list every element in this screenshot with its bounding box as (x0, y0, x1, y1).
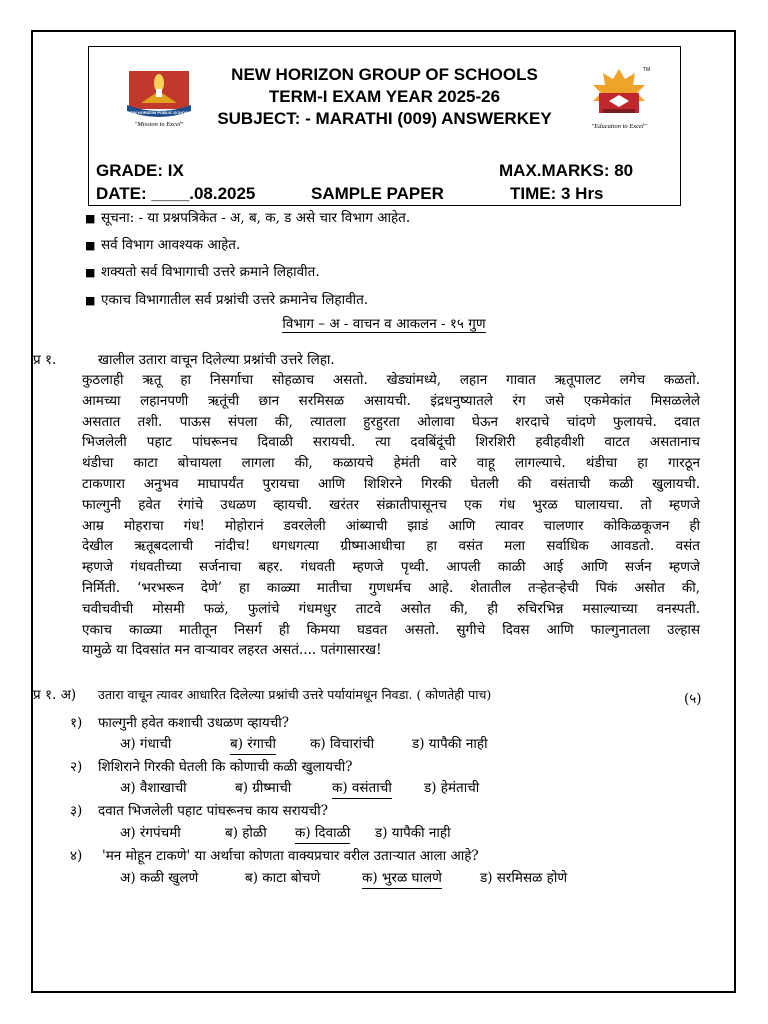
right-logo-motto: "Education to Excel" (591, 123, 647, 130)
sub-question-text: 'मन मोहून टाकणे' या अर्थाचा कोणता वाक्यप्रचार वरील उताऱ्यात आला आहे? (102, 848, 479, 864)
instruction-item: ■ सर्व विभाग आवश्यक आहेत. (85, 237, 241, 253)
option: अ) रंगपंचमी (120, 825, 181, 841)
grade: GRADE: IX (96, 161, 184, 180)
passage-line: निर्मिती. ‘भरभरून देणे’ हा काळ्या मातीचा गुणधर्मच आहे. शेतातील तऱ्हेतऱ्हेची पिकं असोत की, (82, 579, 700, 596)
sub-question-number: ३) (70, 803, 83, 819)
question-number: प्र १. (33, 352, 57, 368)
option: क) विचारांची (310, 736, 375, 752)
sub-question-number: ४) (70, 848, 83, 864)
instruction-item: ■ एकाच विभागातील सर्व प्रश्नांची उत्तरे क्रमानेच लिहावीत. (85, 292, 369, 308)
option: ड) हेमंताची (424, 780, 480, 796)
paper-type: SAMPLE PAPER (311, 184, 444, 203)
passage-line: कुठलाही ऋतू हा निसर्गाचा सोहळाच असतो. खेड्यांमध्ये, लहान गावात ऋतूपालट लगेच कळतो. (82, 372, 700, 388)
left-logo-ribbon-text: NEW HORIZON PUBLIC SCHOOL (127, 110, 191, 115)
option: अ) कळी खुलणे (120, 870, 199, 886)
bullet-icon: ■ (85, 294, 96, 307)
subject-title: SUBJECT: - MARATHI (009) ANSWERKEY (217, 109, 552, 128)
exam-time: TIME: 3 Hrs (510, 184, 604, 203)
passage-line: एकाच काळ्या मातीतून निसर्ग ही किमया घडवत असतो. सुगीचे दिवस आणि फाल्गुनातला उल्हास (82, 621, 700, 638)
exam-date: DATE: ____.08.2025 (96, 184, 256, 203)
passage-line: म्हणजे गंधवतीच्या सर्जनाचा बहर. गंधवती म्हणजे पृथ्वी. आपली काळी आई आणि सर्जन म्हणजे (82, 559, 700, 576)
question-number: प्र १. अ) (33, 687, 77, 703)
option-correct: ब) रंगाची (230, 735, 276, 755)
passage-line: थंडीचा काटा बोचायला लागला की, कळायचे हेमंती वारे वाहू लागल्याचे. थंडीचा हा गारठून (82, 455, 700, 472)
section-heading: विभाग – अ - वाचन व आकलन - १५ गुण (282, 316, 486, 332)
bullet-icon: ■ (85, 212, 96, 225)
header-box (88, 46, 681, 206)
left-logo-motto: "Mission to Excel" (134, 121, 184, 128)
passage-line: टाकणारा अनुभव माघापर्यंत पुरायचा आणि शिशिरने गिरकी घेतली की वसंताची कळी खुलायची. (82, 475, 700, 492)
option: ब) होळी (225, 825, 267, 841)
option-correct: क) वसंताची (332, 779, 392, 799)
passage-line: आमच्या लहानपणी ऋतूंची छान सरमिसळ असायची. इंद्रधनुष्यातले रंग जसे एकमेकांत मिसळलेले (82, 392, 700, 409)
option: ब) काटा बोचणे (245, 870, 321, 886)
question-prompt: खालील उतारा वाचून दिलेल्या प्रश्नांची उत्तरे लिहा. (98, 352, 335, 368)
sub-question-text: दवात भिजलेली पहाट पांघरूनच काय सरायची? (98, 803, 328, 819)
option: ब) ग्रीष्माची (235, 780, 292, 796)
sub-question-text: शिशिराने गिरकी घेतली कि कोणाची कळी खुलायची? (98, 759, 353, 775)
option-correct: क) दिवाळी (295, 824, 350, 844)
passage-line: देखील ऋतूबदलाची नांदीच! धगधगत्या ग्रीष्माआधीचा हा वसंत मला सर्वाधिक आवडतो. वसंत (82, 538, 700, 555)
option-correct: क) भुरळ घालणे (362, 869, 442, 889)
instruction-item: ■ शक्यतो सर्व विभागाची उत्तरे क्रमाने लिहावीत. (85, 264, 320, 280)
option: ड) यापैकी नाही (375, 825, 451, 841)
option: अ) वैशाखाची (120, 780, 187, 796)
passage-line: भिजलेली पहाट पांघरूनच दिवाळी सरायची. त्या दवबिंदूंची शिरशिरी हवीहवीशी वाटत असतानाच (82, 434, 700, 451)
passage-line: आम्र मोहराचा गंध! मोहोरानं डवरलेली आंब्याची झाडं आणि त्यावर चालणार कोकिळकूजन ही (82, 517, 700, 534)
option: ड) यापैकी नाही (412, 736, 488, 752)
option: अ) गंधाची (120, 736, 172, 752)
option: ड) सरमिसळ होणे (480, 870, 568, 886)
sub-question-text: फाल्गुनी हवेत कशाची उधळण व्हायची? (98, 715, 290, 731)
instruction-item: ■ सूचना: - या प्रश्नपत्रिकेत - अ, ब, क, ड असे चार विभाग आहेत. (85, 210, 411, 226)
question-prompt: उतारा वाचून त्यावर आधारित दिलेल्या प्रश्नांची उत्तरे पर्यायांमधून निवडा. ( कोणतेही पाच) (98, 687, 492, 702)
reading-passage (82, 370, 700, 661)
school-name: NEW HORIZON GROUP OF SCHOOLS (231, 65, 538, 84)
exam-term: TERM-I EXAM YEAR 2025-26 (268, 87, 501, 106)
passage-line: असतात तशी. पाऊस संपला की, त्यातला हुरहुरता ओलावा घेऊन शरदाचे चांदणे फुलायचे. दवात (82, 413, 700, 430)
sub-question-number: २) (70, 759, 83, 775)
passage-line: यामुळे या दिवसांत मन वाऱ्यावर लहरत असतं.... पतंगासारख! (82, 642, 382, 659)
max-marks: MAX.MARKS: 80 (499, 161, 634, 180)
bullet-icon: ■ (85, 239, 96, 252)
question-marks: (५) (684, 691, 702, 707)
sub-question-number: १) (70, 715, 83, 731)
bullet-icon: ■ (85, 266, 96, 279)
passage-line: चवीचवीची मोसमी फळं, फुलांचे गंधमधुर ताटवे असोत की, ही रुचिरभिन्न मसाल्याच्या वनस्पती. (82, 600, 700, 617)
right-logo-tm: TM (643, 67, 651, 73)
passage-line: फाल्गुनी हवेत रंगांचे उधळण व्हायची. खरंतर संक्रातीपासूनच एक गंध भुरळ घालायचा. तो म्हणजे (82, 496, 700, 513)
